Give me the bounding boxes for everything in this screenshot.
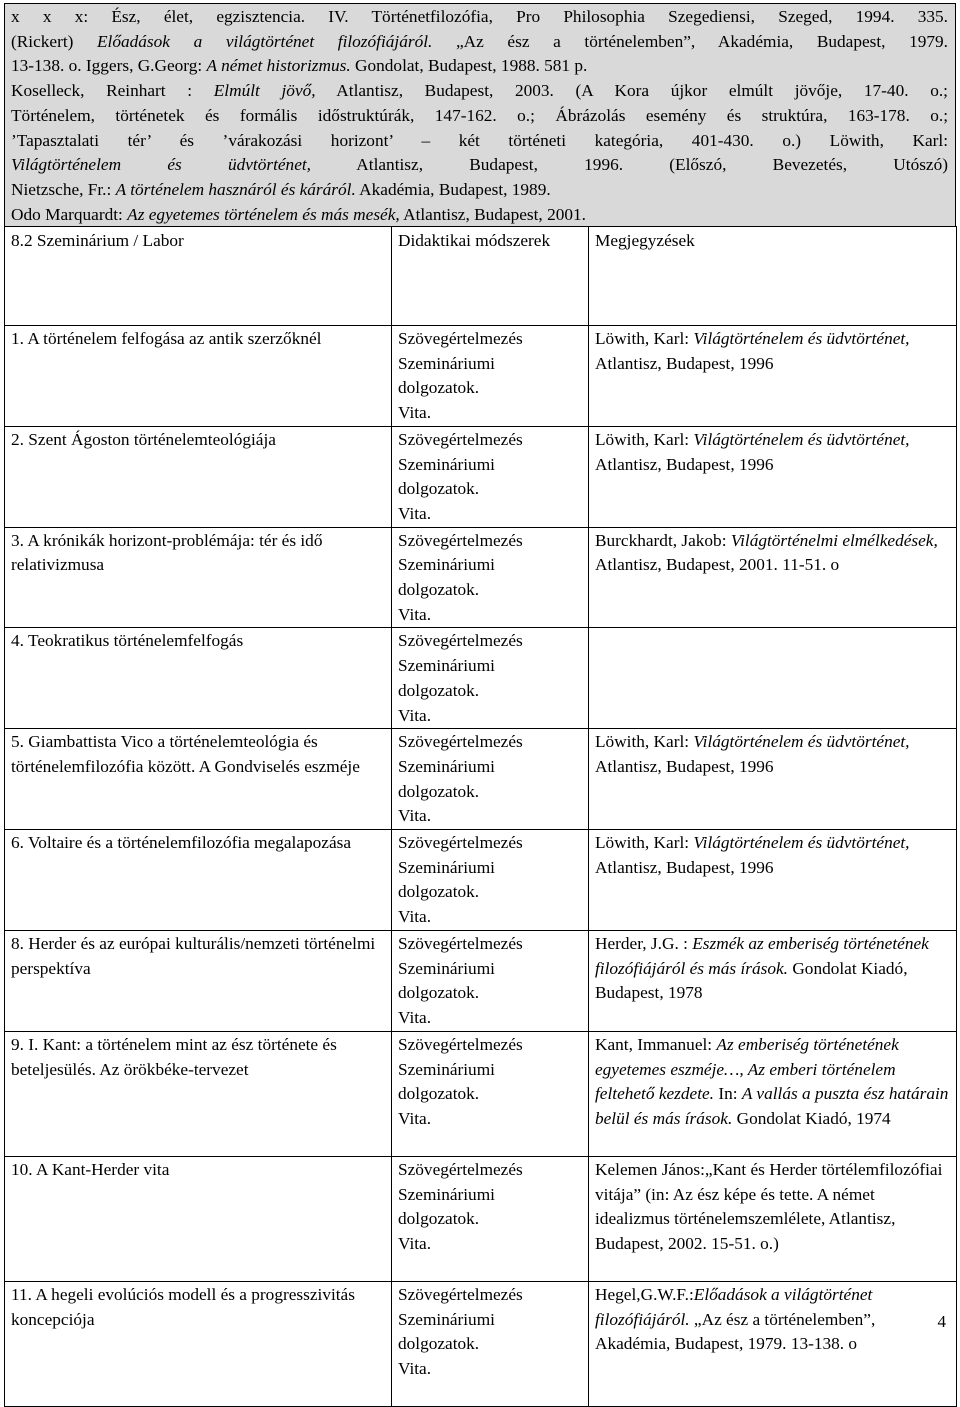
methods-cell: Szövegértelmezés Szemináriumi dolgozatok. Vita. — [392, 527, 589, 628]
biblio-line: Nietzsche, Fr.: A történelem hasznáról és káráról. Akadémia, Budapest, 1989. — [11, 179, 551, 199]
biblio-line: Történelem, történetek és formális időstruktúrák, 147-162. o.; Ábrázolás esemény és struktúra, 163-178. o.; — [11, 105, 948, 125]
methods-cell: Szövegértelmezés Szemináriumi dolgozatok. Vita. — [392, 930, 589, 1031]
notes-cell: Löwith, Karl: Világtörténelem és üdvtörténet, Atlantisz, Budapest, 1996 — [589, 830, 957, 931]
notes-cell: Löwith, Karl: Világtörténelem és üdvtörténet, Atlantisz, Budapest, 1996 — [589, 426, 957, 527]
topic-cell: 11. A hegeli evolúciós modell és a progresszivitás koncepciója — [5, 1281, 392, 1406]
seminar-table — [4, 226, 957, 1407]
table-row — [5, 830, 957, 931]
notes-cell: Löwith, Karl: Világtörténelem és üdvtörténet, Atlantisz, Budapest, 1996 — [589, 729, 957, 830]
bibliography-block — [4, 3, 956, 227]
topic-cell: 2. Szent Ágoston történelemteológiája — [5, 426, 392, 527]
methods-cell: Szövegértelmezés Szemináriumi dolgozatok. Vita. — [392, 1156, 589, 1281]
table-header-row — [5, 227, 957, 326]
topic-cell: 3. A krónikák horizont-problémája: tér és idő relativizmusa — [5, 527, 392, 628]
header-topic: 8.2 Szeminárium / Labor — [5, 227, 392, 326]
methods-cell: Szövegértelmezés Szemináriumi dolgozatok. Vita. — [392, 326, 589, 427]
notes-cell: Kant, Immanuel: Az emberiség történetének egyetemes eszméje…, Az emberi történelem feltehető kezdete. In: A vallás a puszta ész határain belül és más írások. Gondolat Kiadó, 1974 — [589, 1031, 957, 1156]
page-number: 4 — [937, 1312, 946, 1331]
table-row — [5, 1156, 957, 1281]
topic-cell: 5. Giambattista Vico a történelemteológia és történelemfilozófia között. A Gondviselés eszméje — [5, 729, 392, 830]
topic-cell: 6. Voltaire és a történelemfilozófia megalapozása — [5, 830, 392, 931]
notes-cell: Herder, J.G. : Eszmék az emberiség történetének filozófiájáról és más írások. Gondolat Kiadó, Budapest, 1978 — [589, 930, 957, 1031]
table-row — [5, 1031, 957, 1156]
header-notes: Megjegyzések — [589, 227, 957, 326]
notes-cell: Löwith, Karl: Világtörténelem és üdvtörténet, Atlantisz, Budapest, 1996 — [589, 326, 957, 427]
notes-cell — [589, 628, 957, 729]
methods-cell: Szövegértelmezés Szemináriumi dolgozatok. Vita. — [392, 1031, 589, 1156]
topic-cell: 8. Herder és az európai kulturális/nemzeti történelmi perspektíva — [5, 930, 392, 1031]
notes-cell: Hegel,G.W.F.:Előadások a világtörténet filozófiájáról. „Az ész a történelemben”, Akadémia, Budapest, 1979. 13-138. o — [589, 1281, 957, 1406]
table-row — [5, 326, 957, 427]
notes-cell: Kelemen János:„Kant és Herder törtélemfilozófiai vitája” (in: Az ész képe és tette. A német idealizmus történelemszemlélete, Atlantisz, Budapest, 2002. 15-51. o.) — [589, 1156, 957, 1281]
topic-cell: 1. A történelem felfogása az antik szerzőknél — [5, 326, 392, 427]
topic-cell: 9. I. Kant: a történelem mint az ész története és beteljesülés. Az örökbéke-tervezet — [5, 1031, 392, 1156]
table-row — [5, 628, 957, 729]
notes-cell: Burckhardt, Jakob: Világtörténelmi elmélkedések, Atlantisz, Budapest, 2001. 11-51. o — [589, 527, 957, 628]
methods-cell: Szövegértelmezés Szemináriumi dolgozatok. Vita. — [392, 628, 589, 729]
biblio-line: 13-138. o. Iggers, G.Georg: A német historizmus. Gondolat, Budapest, 1988. 581 p. — [11, 56, 588, 76]
topic-cell: 10. A Kant-Herder vita — [5, 1156, 392, 1281]
table-row — [5, 527, 957, 628]
methods-cell: Szövegértelmezés Szemináriumi dolgozatok. Vita. — [392, 426, 589, 527]
biblio-line: Odo Marquardt: Az egyetemes történelem és más mesék, Atlantisz, Budapest, 2001. — [11, 204, 586, 224]
table-row — [5, 1281, 957, 1406]
methods-cell: Szövegértelmezés Szemináriumi dolgozatok. Vita. — [392, 830, 589, 931]
topic-cell: 4. Teokratikus történelemfelfogás — [5, 628, 392, 729]
biblio-line: (Rickert) Előadások a világtörténet filozófiájáról. „Az ész a történelemben”, Akadémia, Budapest, 1979. — [11, 31, 948, 51]
methods-cell: Szövegértelmezés Szemináriumi dolgozatok. Vita. — [392, 729, 589, 830]
header-methods: Didaktikai módszerek — [392, 227, 589, 326]
biblio-line: Világtörténelem és üdvtörténet, Atlantisz, Budapest, 1996. (Előszó, Bevezetés, Utószó) — [11, 155, 948, 175]
table-row — [5, 729, 957, 830]
table-row — [5, 426, 957, 527]
biblio-line: ’Tapasztalati tér’ és ’várakozási horizont’ – két történeti kategória, 401-430. o.) Löwith, Karl: — [11, 130, 948, 150]
biblio-line: x x x: Ész, élet, egzisztencia. IV. Történetfilozófia, Pro Philosophia Szegediensi, Szeged, 1994. 335. — [11, 7, 948, 26]
biblio-line: Koselleck, Reinhart : Elmúlt jövő, Atlantisz, Budapest, 2003. (A Kora újkor elmúlt jövője, 17-40. o.; — [11, 81, 948, 101]
methods-cell: Szövegértelmezés Szemináriumi dolgozatok. Vita. — [392, 1281, 589, 1406]
table-row — [5, 930, 957, 1031]
